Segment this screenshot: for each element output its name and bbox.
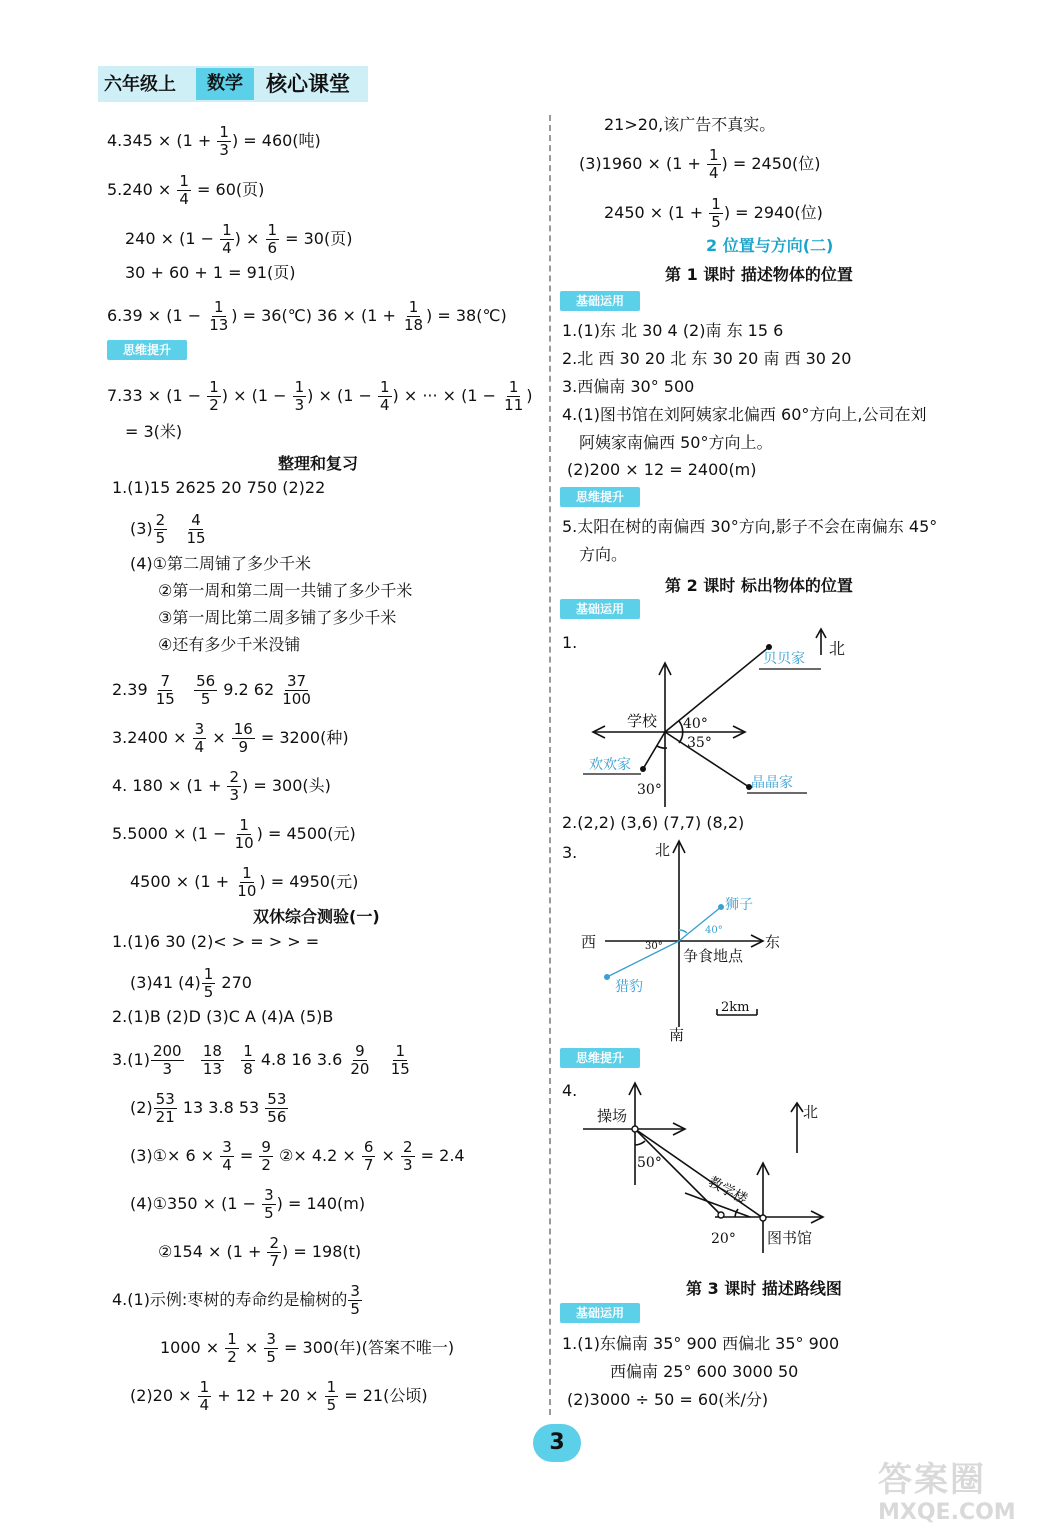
right-cont-1: 21>20,该广告不真实。 (604, 115, 776, 134)
tag-thinking-2: 思维提升 (560, 1048, 640, 1068)
lesson1-b: 2.北 西 30 20 北 东 30 20 南 西 30 20 (562, 349, 852, 368)
lesson-3-title: 第 3 课时 描述路线图 (686, 1279, 842, 1298)
fig1-huanhuan-label: 欢欢家 (589, 757, 631, 773)
fig2-east-label: 东 (765, 933, 781, 951)
watermark-url: MXQE.COM (878, 1500, 1016, 1525)
review-1e: ③第一周比第二周多铺了多少千米 (158, 608, 397, 627)
right-cont-3: 2450 × (1 + $\frac{1}{5}$ ) = 2940(位) (604, 195, 823, 231)
lesson1-e: 阿姨家南偏西 50°方向上。 (579, 433, 773, 452)
header-subject: 数学 (196, 68, 254, 100)
review-1a: 1.(1)15 2625 20 750 (2)22 (112, 478, 326, 497)
test-4a: 4.(1)示例:枣树的寿命约是榆树的 $\frac{3}{5}$ (112, 1282, 360, 1318)
fig2-lion-label: 狮子 (725, 897, 753, 913)
test-4b: 1000 × $\frac{1}{2}$ × $\frac{3}{5}$ = 300(年)(答案不唯一) (160, 1330, 455, 1366)
answer-5b: 240 × (1 − $\frac{1}{4}$ ) × $\frac{1}{6}$ = 30(页) (125, 221, 353, 257)
tag-basic-1: 基础运用 (560, 291, 640, 311)
fig1-angle-30: 30° (637, 782, 662, 798)
fig2-angle-30: 30° (645, 941, 663, 952)
lesson2-q4-label: 4. (562, 1081, 578, 1100)
fig3-angle-20: 20° (711, 1231, 736, 1247)
section-review-title: 整理和复习 (278, 454, 359, 473)
fig1-angle-40: 40° (683, 716, 708, 732)
test-3d: (4)①350 × (1 − $\frac{3}{5}$ ) = 140(m) (130, 1186, 366, 1222)
fig3-north-label: 北 (803, 1103, 819, 1121)
fig1-north-label: 北 (829, 639, 846, 658)
lesson2-q1-label: 1. (562, 633, 578, 652)
fig3-playground-label: 操场 (597, 1107, 628, 1125)
tag-thinking: 思维提升 (107, 340, 187, 360)
lesson3-a: 1.(1)东偏南 35° 900 西偏北 35° 900 (562, 1334, 840, 1353)
test-3a: 3.(1) $\frac{200}{3}$ $\frac{18}{13}$ $\frac{1}{8}$ 4.8 16 3.6 $\frac{9}{20}$ $\frac{1}{15}$ (112, 1042, 410, 1078)
test-1a: 1.(1)6 30 (2)< > = > > = (112, 932, 320, 951)
lesson3-b: 西偏南 25° 600 3000 50 (610, 1362, 799, 1381)
lesson2-q2: 2.(2,2) (3,6) (7,7) (8,2) (562, 813, 745, 832)
fig2-center-label: 争食地点 (683, 947, 744, 965)
fig1-jingjing-label: 晶晶家 (751, 775, 793, 791)
answer-4: 4.345 × (1 + $\frac{1}{3}$ ) = 460(吨) (107, 123, 321, 159)
answer-7b: = 3(米) (125, 422, 183, 441)
review-1f: ④还有多少千米没铺 (158, 635, 301, 654)
review-3: 3.2400 × $\frac{3}{4}$ × $\frac{16}{9}$ = 3200(种) (112, 720, 349, 756)
review-1c: (4)①第二周铺了多少千米 (130, 554, 312, 573)
test-3e: ②154 × (1 + $\frac{2}{7}$ ) = 198(t) (158, 1234, 362, 1270)
test-3c: (3)①× 6 × $\frac{3}{4}$ = $\frac{9}{2}$ ②× 4.2 × $\frac{6}{7}$ × $\frac{2}{3}$ = 2.4 (130, 1138, 465, 1174)
figure-route-map (575, 1075, 835, 1265)
review-4: 4. 180 × (1 + $\frac{2}{3}$ ) = 300(头) (112, 768, 331, 804)
tag-basic-2: 基础运用 (560, 599, 640, 619)
fig2-angle-40: 40° (705, 925, 723, 936)
test-4c: (2)20 × $\frac{1}{4}$ + 12 + 20 × $\frac{1}{5}$ = 21(公顷) (130, 1378, 428, 1414)
lesson1-h: 方向。 (579, 545, 628, 564)
fig3-library-label: 图书馆 (767, 1229, 813, 1247)
fig2-cheetah-label: 猎豹 (615, 979, 643, 995)
test-1b: (3)41 (4) $\frac{1}{5}$ 270 (130, 965, 252, 1001)
watermark-logo: 答案圈 (878, 1460, 986, 1500)
column-divider (549, 115, 551, 1415)
tag-basic-3: 基础运用 (560, 1303, 640, 1323)
review-5a: 5.5000 × (1 − $\frac{1}{10}$ ) = 4500(元) (112, 816, 356, 852)
lesson1-f: (2)200 × 12 = 2400(m) (567, 460, 757, 479)
answer-5a: 5.240 × $\frac{1}{4}$ = 60(页) (107, 172, 265, 208)
test-2: 2.(1)B (2)D (3)C A (4)A (5)B (112, 1007, 334, 1026)
lesson2-q3-label: 3. (562, 843, 578, 862)
fig1-angle-35: 35° (687, 735, 712, 751)
lesson1-a: 1.(1)东 北 30 4 (2)南 东 15 6 (562, 321, 784, 340)
figure-animal-map (575, 835, 790, 1045)
lesson1-d: 4.(1)图书馆在刘阿姨家北偏西 60°方向上,公司在刘 (562, 405, 927, 424)
review-1b: (3) $\frac{2}{5}$ $\frac{4}{15}$ (130, 511, 206, 547)
right-cont-2: (3)1960 × (1 + $\frac{1}{4}$ ) = 2450(位) (579, 146, 821, 182)
fig3-school-label: 教学楼 (705, 1173, 750, 1208)
lesson1-g: 5.太阳在树的南偏西 30°方向,影子不会在南偏东 45° (562, 517, 938, 536)
section-test-title: 双休综合测验(一) (253, 907, 380, 926)
review-5b: 4500 × (1 + $\frac{1}{10}$ ) = 4950(元) (130, 864, 359, 900)
fig2-south-label: 南 (669, 1026, 685, 1044)
watermark (878, 1460, 1043, 1530)
answer-5c: 30 + 60 + 1 = 91(页) (125, 263, 296, 282)
figure-school-map (575, 625, 860, 810)
lesson1-c: 3.西偏南 30° 500 (562, 377, 695, 396)
fig2-scale-label: 2km (721, 1000, 750, 1015)
fig2-west-label: 西 (581, 933, 597, 951)
fig1-school-label: 学校 (627, 712, 658, 730)
lesson-1-title: 第 1 课时 描述物体的位置 (665, 265, 853, 284)
answer-6: 6.39 × (1 − $\frac{1}{13}$ ) = 36(℃) 36 × (1 + $\frac{1}{18}$ ) = 38(℃) (107, 298, 507, 334)
answer-7a: 7.33 × (1 − $\frac{1}{2}$ ) × (1 − $\frac{1}{3}$ ) × (1 − $\frac{1}{4}$ ) × ··· × (1 − $\frac{1}{11}$ ) (107, 378, 533, 414)
test-3b: (2) $\frac{53}{21}$ 13 3.8 53 $\frac{53}{56}$ (130, 1090, 287, 1126)
unit-title: 2 位置与方向(二) (706, 236, 834, 255)
fig3-angle-50: 50° (637, 1155, 662, 1171)
header-grade: 六年级上 (104, 74, 176, 95)
lesson3-c: (2)3000 ÷ 50 = 60(米/分) (567, 1390, 769, 1409)
fig2-north-label: 北 (655, 841, 671, 859)
header-title: 核心课堂 (266, 72, 350, 96)
page-number: 3 (533, 1424, 581, 1462)
lesson-2-title: 第 2 课时 标出物体的位置 (665, 576, 853, 595)
fig1-beibei-label: 贝贝家 (763, 651, 805, 667)
review-2: 2.39 $\frac{7}{15}$ $\frac{56}{5}$ 9.2 62 $\frac{37}{100}$ (112, 672, 311, 708)
tag-thinking-1: 思维提升 (560, 487, 640, 507)
review-1d: ②第一周和第二周一共铺了多少千米 (158, 581, 413, 600)
